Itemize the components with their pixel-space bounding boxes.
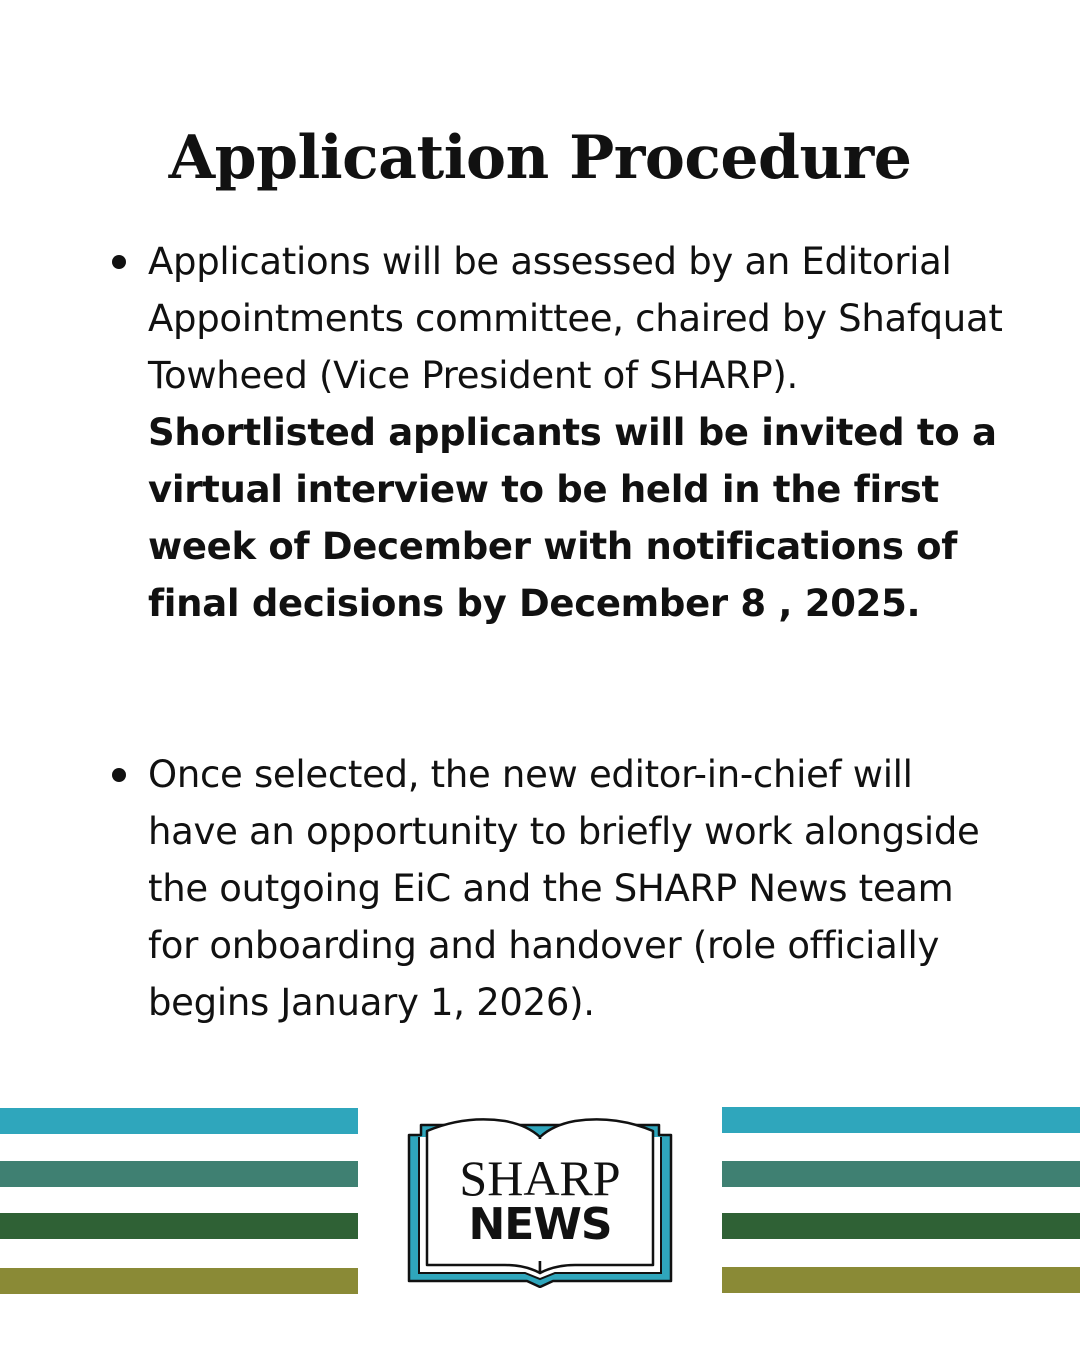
stripe-left-olive [0,1268,358,1294]
stripe-right-olive [722,1267,1080,1293]
stripe-left-teal [0,1108,358,1134]
logo-text-news: NEWS [468,1199,612,1250]
page-title: Application Procedure [168,123,912,193]
sharp-news-logo [405,1113,675,1288]
bullet-text: Once selected, the new editor-in-chief will have an opportunity to briefly work alongside the outgoing EiC and the SHARP News team for onboarding and handover (role officially begins January 1, 2026). [148,753,980,1024]
bullet-text: Applications will be assessed by an Editorial Appointments committee, chaired by Shafquat Towheed (Vice President of SHARP). [148,240,1003,397]
stripe-left-sea-green [0,1161,358,1187]
stripe-left-forest [0,1213,358,1239]
stripe-right-teal [722,1107,1080,1133]
stripe-right-sea-green [722,1161,1080,1187]
bullet-bold-text: Shortlisted applicants will be invited to a virtual interview to be held in the first week of December with notifications of final decisions by December 8 , 2025. [148,411,997,625]
bullet-item-assessment [148,233,1008,632]
logo-text-sharp: SHARP [459,1150,621,1206]
bullet-item-onboarding [148,746,1008,1031]
bullet-dot [112,255,126,269]
bullet-dot [112,768,126,782]
stripe-right-forest [722,1213,1080,1239]
